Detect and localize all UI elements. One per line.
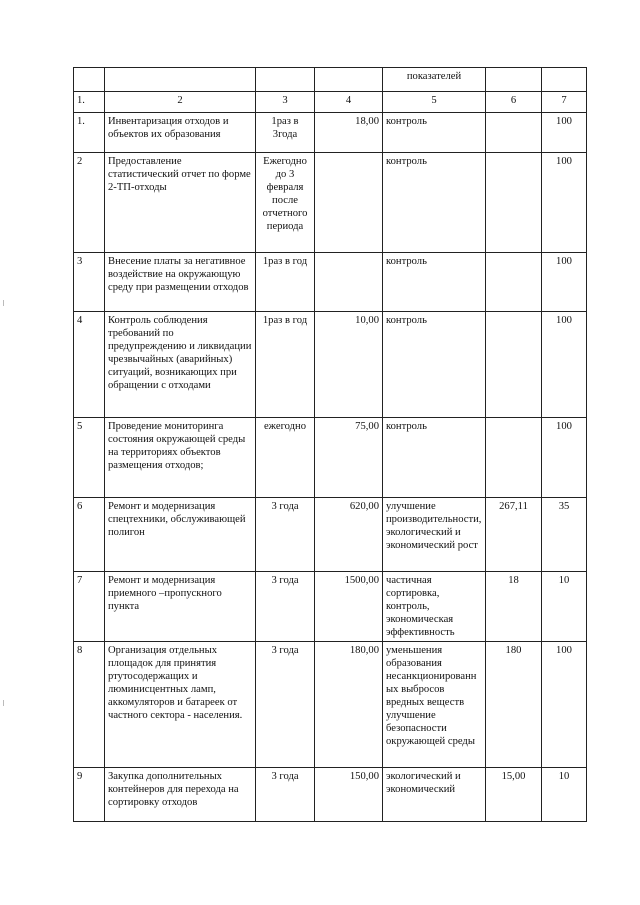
measure-term: 3 года (256, 498, 315, 572)
table-row (74, 572, 587, 642)
measure-term: ежегодно (256, 418, 315, 498)
cell-empty (486, 68, 542, 92)
cell-empty (542, 68, 587, 92)
header-cell: 6 (486, 92, 542, 113)
row-number: 8 (74, 642, 105, 768)
row-number: 1. (74, 113, 105, 153)
cell-indicators: показателей (383, 68, 486, 92)
measure-value-7: 10 (542, 768, 587, 822)
table-row (74, 642, 587, 768)
table-row (74, 312, 587, 418)
measure-value-7: 100 (542, 153, 587, 253)
column-number-row (74, 92, 587, 113)
measure-indicator: контроль (383, 153, 486, 253)
measure-value-7: 10 (542, 572, 587, 642)
measure-name: Ремонт и модернизация спецтехники, обслуживающей полигон (105, 498, 256, 572)
row-number: 6 (74, 498, 105, 572)
measure-name: Внесение платы за негативное воздействие на окружающую среду при размещении отходов (105, 253, 256, 312)
measure-indicator: контроль (383, 253, 486, 312)
header-cell: 5 (383, 92, 486, 113)
table-row (74, 498, 587, 572)
measure-cost: 1500,00 (315, 572, 383, 642)
measure-value-7: 100 (542, 642, 587, 768)
measure-indicator: контроль (383, 418, 486, 498)
cell-empty (315, 68, 383, 92)
header-cell: 7 (542, 92, 587, 113)
measure-name: Проведение мониторинга состояния окружающей среды на территориях объектов размещения отходов; (105, 418, 256, 498)
measure-indicator: уменьшения образования несанкционированных выбросов вредных веществ улучшение безопасности окружающей среды (383, 642, 486, 768)
row-number: 4 (74, 312, 105, 418)
row-number: 2 (74, 153, 105, 253)
measure-value-7: 100 (542, 113, 587, 153)
measure-indicator: экологический и экономический (383, 768, 486, 822)
measure-term: 1раз в 3года (256, 113, 315, 153)
cell-empty (74, 68, 105, 92)
measure-cost (315, 253, 383, 312)
table-row (74, 153, 587, 253)
header-cell: 1. (74, 92, 105, 113)
header-cell: 2 (105, 92, 256, 113)
measure-term: 1раз в год (256, 312, 315, 418)
table-row (74, 253, 587, 312)
measure-value-6: 267,11 (486, 498, 542, 572)
measure-name: Контроль соблюдения требований по предупреждению и ликвидации чрезвычайных (аварийных) ситуаций, возникающих при обращении с отходами (105, 312, 256, 418)
measure-cost: 10,00 (315, 312, 383, 418)
measure-value-6 (486, 113, 542, 153)
measure-term: 3 года (256, 572, 315, 642)
measure-value-7: 100 (542, 418, 587, 498)
measure-value-6 (486, 253, 542, 312)
measure-term: 1раз в год (256, 253, 315, 312)
measure-value-6: 18 (486, 572, 542, 642)
continuation-row (74, 68, 587, 92)
measure-name: Организация отдельных площадок для принятия ртутосодержащих и люминисцентных ламп, аккомуляторов и батареек от частного сектора - населения. (105, 642, 256, 768)
measure-cost: 18,00 (315, 113, 383, 153)
row-number: 9 (74, 768, 105, 822)
measure-value-6: 180 (486, 642, 542, 768)
measure-value-7: 35 (542, 498, 587, 572)
measure-cost: 75,00 (315, 418, 383, 498)
cell-empty (256, 68, 315, 92)
measure-value-6 (486, 312, 542, 418)
measure-name: Закупка дополнительных контейнеров для перехода на сортировку отходов (105, 768, 256, 822)
measure-name: Предоставление статистический отчет по форме 2-ТП-отходы (105, 153, 256, 253)
measure-cost: 150,00 (315, 768, 383, 822)
measure-value-7: 100 (542, 253, 587, 312)
header-cell: 3 (256, 92, 315, 113)
measure-cost: 620,00 (315, 498, 383, 572)
table-row (74, 768, 587, 822)
measure-value-6 (486, 418, 542, 498)
measures-table (73, 67, 587, 822)
measure-indicator: улучшение производительности, экологический и экономический рост (383, 498, 486, 572)
row-number: 7 (74, 572, 105, 642)
measure-value-6 (486, 153, 542, 253)
measure-name: Ремонт и модернизация приемного –пропускного пункта (105, 572, 256, 642)
measure-cost (315, 153, 383, 253)
measure-value-6: 15,00 (486, 768, 542, 822)
scan-edge-mark (3, 700, 4, 706)
row-number: 5 (74, 418, 105, 498)
measure-name: Инвентаризация отходов и объектов их образования (105, 113, 256, 153)
row-number: 3 (74, 253, 105, 312)
measure-term: 3 года (256, 642, 315, 768)
measure-indicator: контроль (383, 113, 486, 153)
header-cell: 4 (315, 92, 383, 113)
table-row (74, 113, 587, 153)
measure-term: 3 года (256, 768, 315, 822)
scan-edge-mark (3, 300, 4, 306)
measure-indicator: контроль (383, 312, 486, 418)
measure-value-7: 100 (542, 312, 587, 418)
cell-empty (105, 68, 256, 92)
measure-cost: 180,00 (315, 642, 383, 768)
measure-term: Ежегодно до 3 февраля после отчетного периода (256, 153, 315, 253)
table-row (74, 418, 587, 498)
measure-indicator: частичная сортировка, контроль, экономическая эффективность (383, 572, 486, 642)
